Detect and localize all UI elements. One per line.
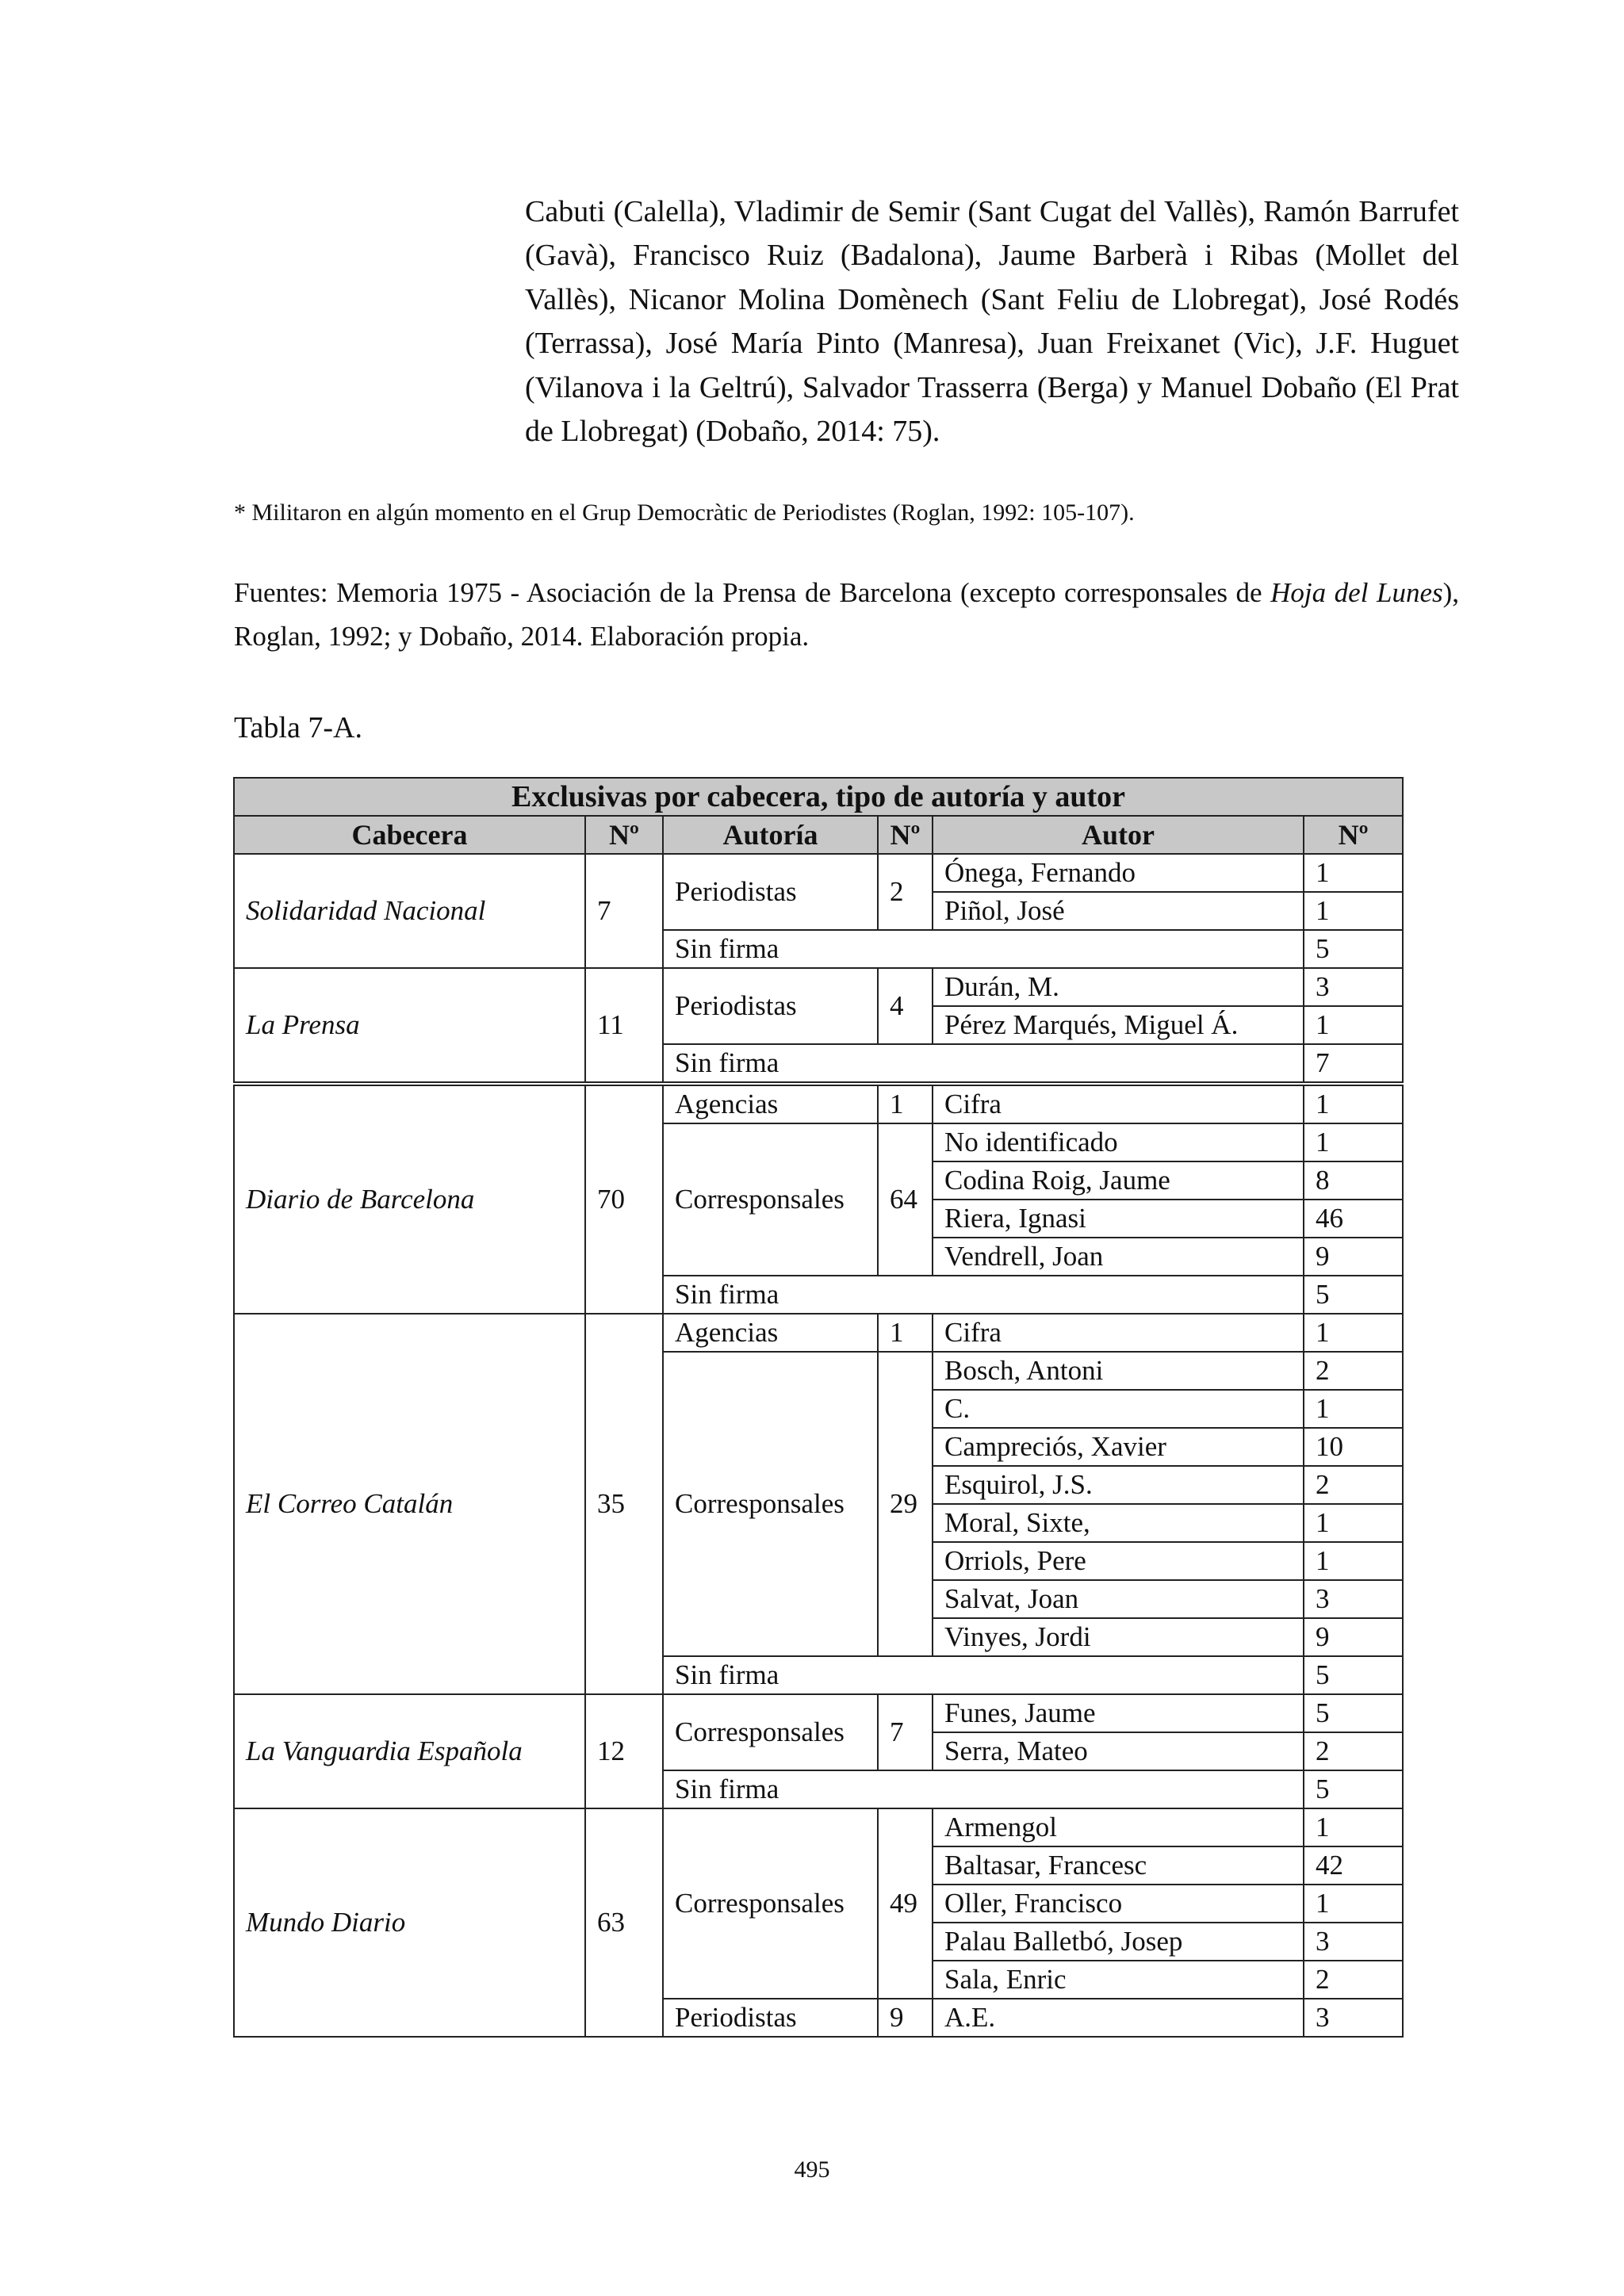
autor-cell: Cifra [933,1314,1304,1352]
cabecera-count-cell: 12 [585,1694,663,1808]
table-body [234,854,1403,2037]
cabecera-count-cell: 35 [585,1314,663,1694]
body-paragraph: Cabuti (Calella), Vladimir de Semir (Sant Cugat del Vallès), Ramón Barrufet (Gavà), Francisco Ruiz (Badalona), Jaume Barberà i Ribas (Mollet del Vallès), Nicanor Molina Domènech (Sant Feliu de Llobregat), José Rodés (Terrassa), José María Pinto (Manresa), Juan Freixanet (Vic), J.F. Huguet (Vilanova i la Geltrú), Salvador Trasserra (Berga) y Manuel Dobaño (El Prat de Llobregat) (Dobaño, 2014: 75). [525,195,1459,449]
autor-count-cell: 10 [1304,1428,1403,1466]
autor-cell: Durán, M. [933,968,1304,1006]
autor-cell: Esquirol, J.S. [933,1466,1304,1504]
autor-count-cell: 1 [1304,1542,1403,1580]
autor-cell: Ónega, Fernando [933,854,1304,892]
autor-count-cell: 1 [1304,1808,1403,1846]
autor-count-cell: 3 [1304,968,1403,1006]
autor-cell: C. [933,1390,1304,1428]
autor-count-cell: 2 [1304,1961,1403,1999]
cabecera-cell: La Prensa [234,968,585,1084]
table-row [234,968,1403,1006]
autor-count-cell: 2 [1304,1352,1403,1390]
sin-firma-cell: Sin firma [663,930,1304,968]
autor-cell: Vinyes, Jordi [933,1618,1304,1656]
autor-cell: Riera, Ignasi [933,1200,1304,1238]
autoria-count-cell: 49 [878,1808,933,1999]
sin-firma-cell: Sin firma [663,1276,1304,1314]
sin-firma-count-cell: 7 [1304,1044,1403,1084]
cabecera-count-cell: 63 [585,1808,663,2037]
autor-cell: Oller, Francisco [933,1885,1304,1923]
autor-cell: Cifra [933,1084,1304,1123]
table-row [234,1808,1403,1846]
autoria-count-cell: 7 [878,1694,933,1770]
sin-firma-count-cell: 5 [1304,1656,1403,1694]
header-n-cabecera: Nº [585,816,663,854]
autor-count-cell: 3 [1304,1999,1403,2037]
autoria-count-cell: 9 [878,1999,933,2037]
autoria-cell: Periodistas [663,968,878,1044]
sin-firma-cell: Sin firma [663,1656,1304,1694]
cabecera-cell: El Correo Catalán [234,1314,585,1694]
table-label: Tabla 7-A. [234,711,362,744]
header-cabecera: Cabecera [234,816,585,854]
autor-cell: Moral, Sixte, [933,1504,1304,1542]
autor-cell: Sala, Enric [933,1961,1304,1999]
autor-count-cell: 46 [1304,1200,1403,1238]
autor-cell: Orriols, Pere [933,1542,1304,1580]
header-autoria: Autoría [663,816,878,854]
autor-cell: Pérez Marqués, Miguel Á. [933,1006,1304,1044]
autor-count-cell: 3 [1304,1580,1403,1618]
cabecera-count-cell: 7 [585,854,663,968]
autoria-cell: Corresponsales [663,1694,878,1770]
autor-cell: Palau Balletbó, Josep [933,1923,1304,1961]
autoria-cell: Corresponsales [663,1352,878,1656]
sources-text: Fuentes: Memoria 1975 - Asociación de la Prensa de Barcelona (excepto corresponsales de [234,577,1271,608]
sources-note [234,571,1459,658]
autoria-count-cell: 64 [878,1123,933,1276]
autor-count-cell: 9 [1304,1238,1403,1276]
sin-firma-cell: Sin firma [663,1044,1304,1084]
autor-count-cell: 1 [1304,1123,1403,1161]
sin-firma-count-cell: 5 [1304,930,1403,968]
autoria-cell: Agencias [663,1084,878,1123]
header-autor: Autor [933,816,1304,854]
autor-cell: Bosch, Antoni [933,1352,1304,1390]
autoria-count-cell: 4 [878,968,933,1044]
header-n-autoria: Nº [878,816,933,854]
footnote: * Militaron en algún momento en el Grup Democràtic de Periodistes (Roglan, 1992: 105-107). [234,499,1135,526]
table-row [234,854,1403,892]
autor-cell: Serra, Mateo [933,1732,1304,1770]
autor-cell: Codina Roig, Jaume [933,1161,1304,1200]
autoria-cell: Periodistas [663,1999,878,2037]
autor-count-cell: 1 [1304,1314,1403,1352]
autor-count-cell: 1 [1304,854,1403,892]
autoria-cell: Corresponsales [663,1808,878,1999]
autor-cell: Vendrell, Joan [933,1238,1304,1276]
autor-count-cell: 9 [1304,1618,1403,1656]
autor-count-cell: 1 [1304,1006,1403,1044]
autor-count-cell: 1 [1304,1084,1403,1123]
autor-cell: Funes, Jaume [933,1694,1304,1732]
table-row [234,1314,1403,1352]
table-row [234,1084,1403,1123]
autoria-count-cell: 2 [878,854,933,930]
autor-count-cell: 1 [1304,892,1403,930]
page-number: 495 [794,2156,830,2183]
autoria-count-cell: 29 [878,1352,933,1656]
cabecera-cell: La Vanguardia Española [234,1694,585,1808]
cabecera-count-cell: 11 [585,968,663,1084]
autoria-count-cell: 1 [878,1314,933,1352]
autor-count-cell: 2 [1304,1466,1403,1504]
autor-count-cell: 1 [1304,1390,1403,1428]
autoria-cell: Corresponsales [663,1123,878,1276]
autor-cell: Piñol, José [933,892,1304,930]
sin-firma-cell: Sin firma [663,1770,1304,1808]
exclusives-table [233,777,1404,2038]
autor-cell: Campreciós, Xavier [933,1428,1304,1466]
autor-cell: Armengol [933,1808,1304,1846]
cabecera-cell: Diario de Barcelona [234,1084,585,1314]
sources-italic-title: Hoja del Lunes [1270,577,1443,608]
autor-count-cell: 2 [1304,1732,1403,1770]
autor-count-cell: 5 [1304,1694,1403,1732]
autor-count-cell: 1 [1304,1885,1403,1923]
autor-count-cell: 8 [1304,1161,1403,1200]
cabecera-count-cell: 70 [585,1084,663,1314]
sources-text-end: ), Roglan, 1992; y Dobaño, 2014. Elaboración propia. [234,577,1460,652]
sin-firma-count-cell: 5 [1304,1770,1403,1808]
autor-count-cell: 1 [1304,1504,1403,1542]
cabecera-cell: Mundo Diario [234,1808,585,2037]
autoria-cell: Agencias [663,1314,878,1352]
autor-count-cell: 3 [1304,1923,1403,1961]
autor-cell: Salvat, Joan [933,1580,1304,1618]
table-row [234,1694,1403,1732]
autoria-count-cell: 1 [878,1084,933,1123]
autor-cell: No identificado [933,1123,1304,1161]
header-n-autor: Nº [1304,816,1403,854]
autor-cell: Baltasar, Francesc [933,1846,1304,1885]
autoria-cell: Periodistas [663,854,878,930]
autor-count-cell: 42 [1304,1846,1403,1885]
sin-firma-count-cell: 5 [1304,1276,1403,1314]
cabecera-cell: Solidaridad Nacional [234,854,585,968]
autor-cell: A.E. [933,1999,1304,2037]
table-title: Exclusivas por cabecera, tipo de autoría y autor [234,778,1403,816]
